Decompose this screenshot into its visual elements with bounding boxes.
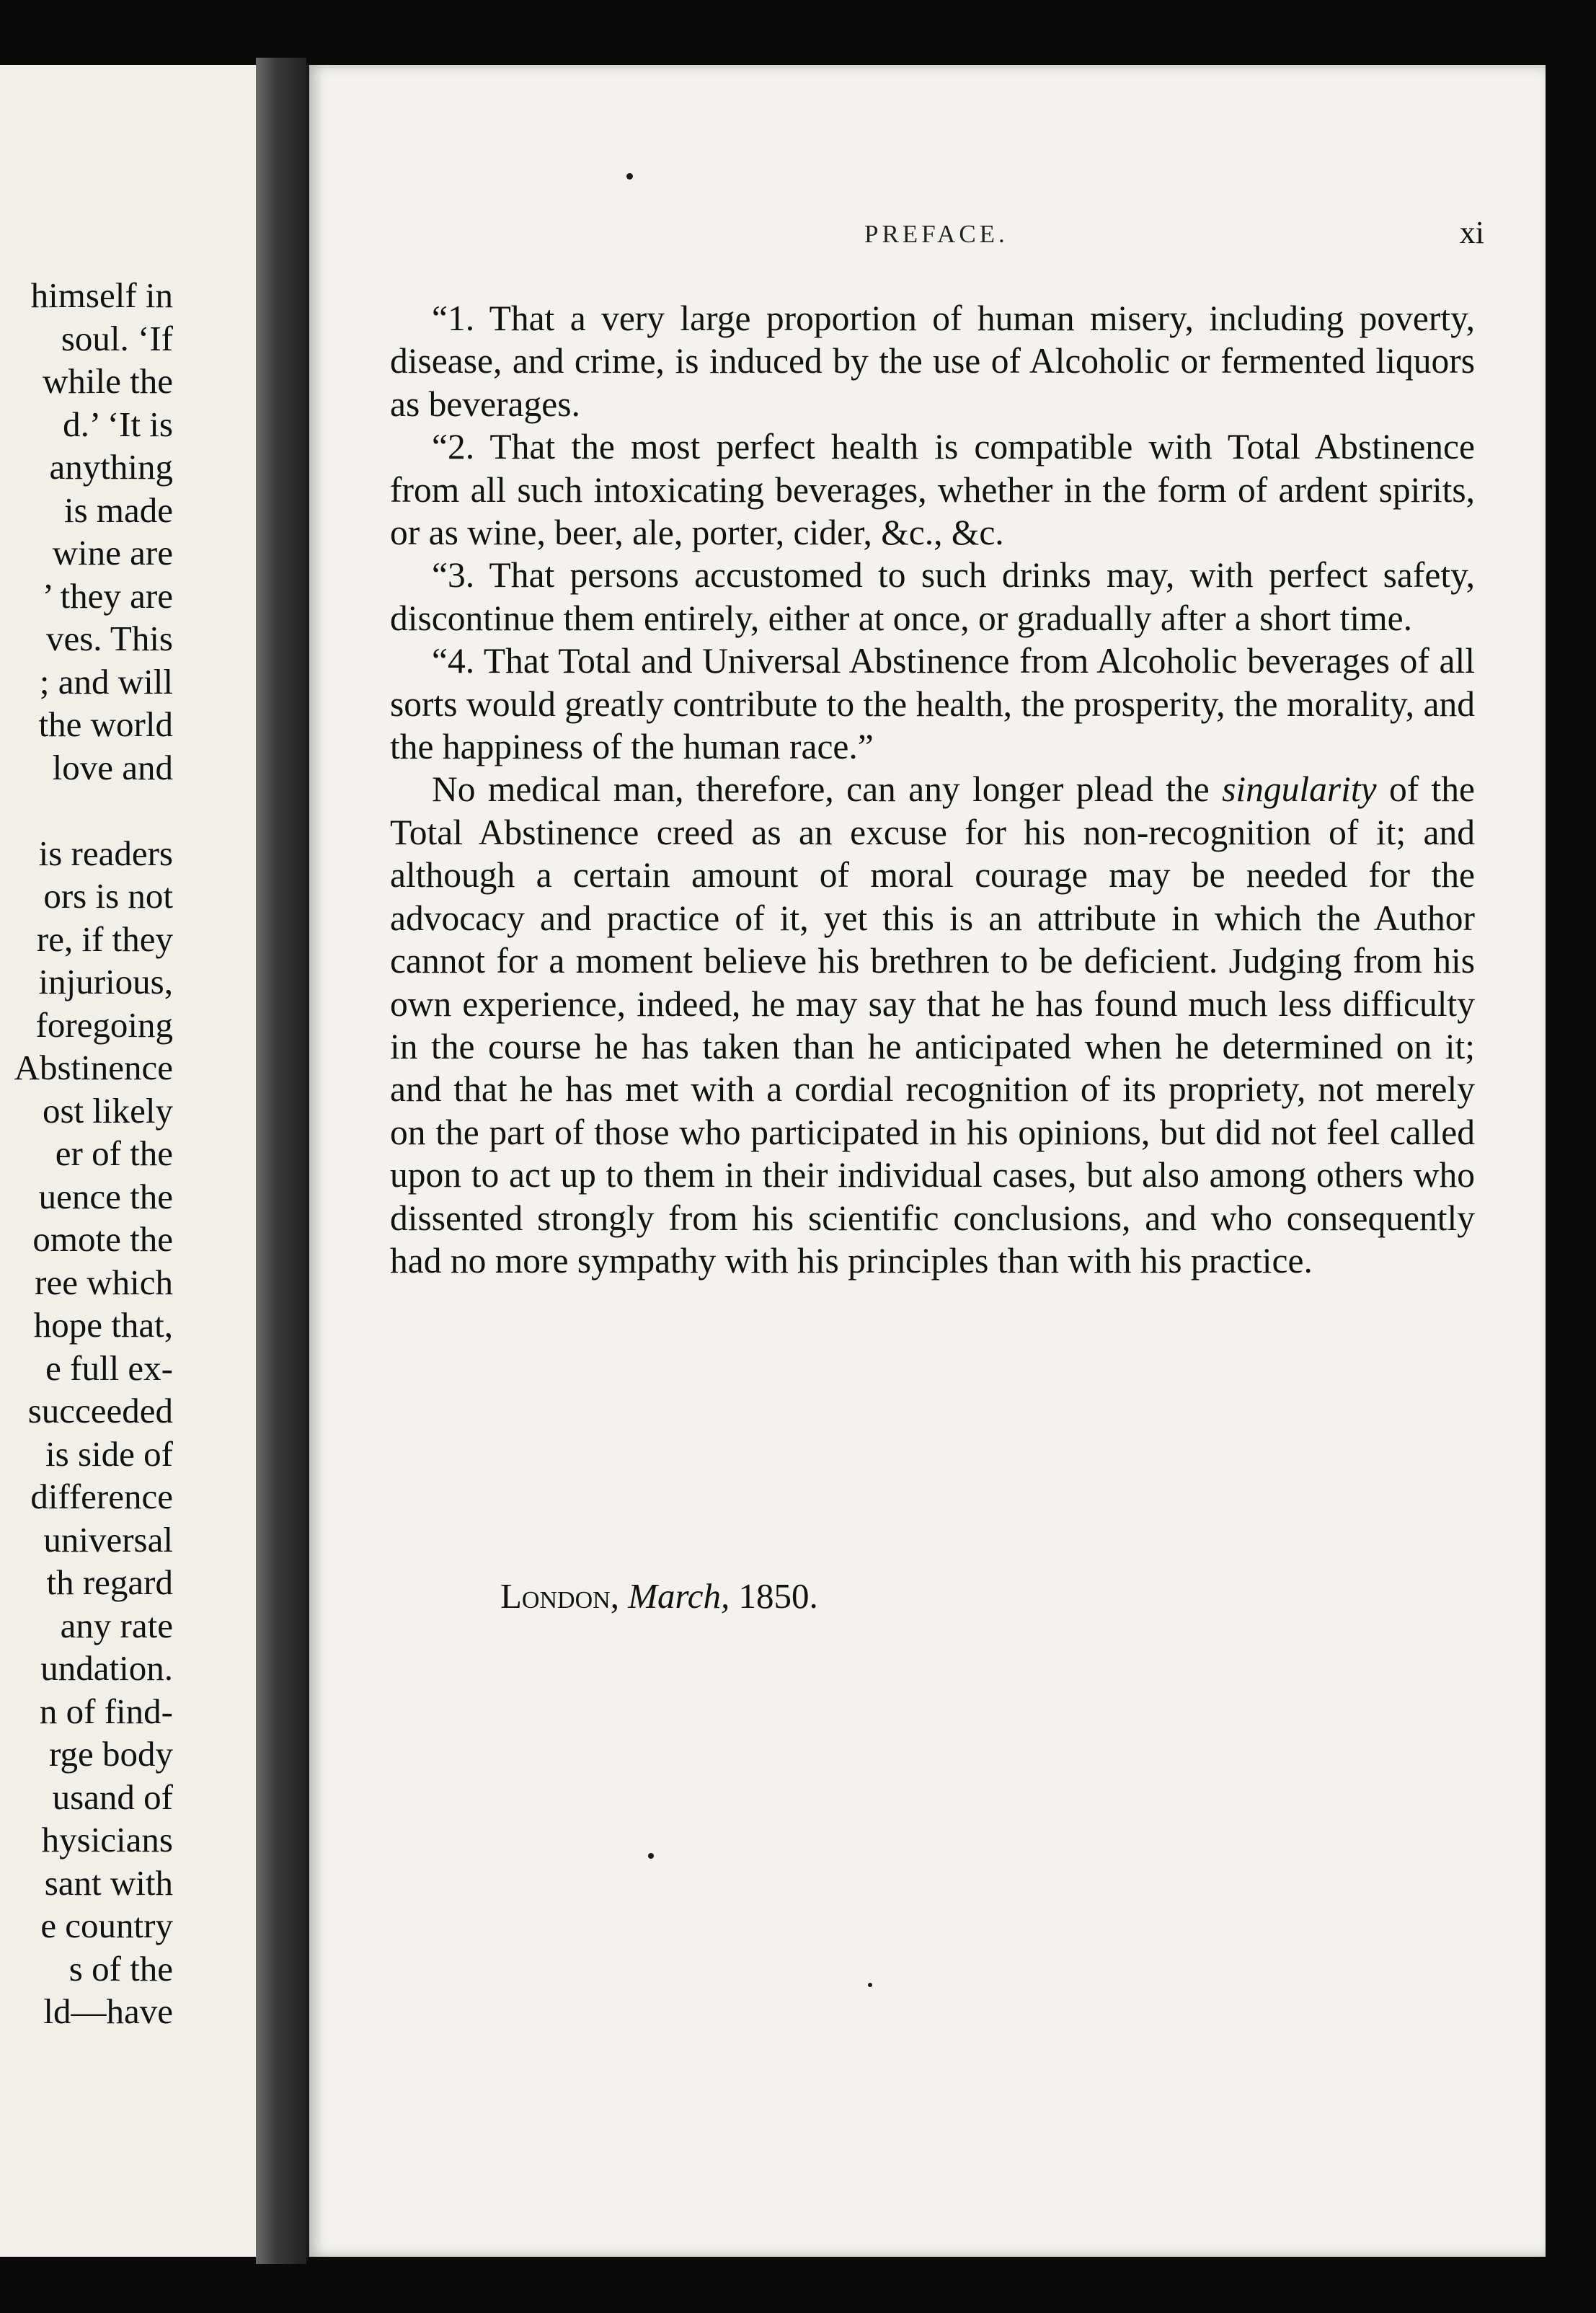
- left-page-line: ors is not: [43, 876, 173, 916]
- left-page-line: undation.: [40, 1648, 173, 1688]
- paragraph-5-italic: singularity: [1222, 769, 1377, 810]
- signoff-year: 1850.: [738, 1576, 818, 1616]
- paragraph-1: “1. That a very large proportion of human misery, including poverty, disease, and crime, is induced by the use of Alcoholic or fermented liquors as beverages.: [390, 298, 1475, 424]
- ink-speck: [648, 1853, 654, 1859]
- left-page-line: is readers: [38, 833, 173, 873]
- left-page-line: n of find-: [39, 1691, 173, 1731]
- left-page-line: sant with: [44, 1862, 173, 1903]
- paragraph-5-rest: of the Total Abstinence creed as an excuse for his non-recognition of it; and although a certain amount of moral courage may be needed for the advocacy and practice of it, yet this is an attribute in which the Author cannot for a moment believe his brethren to be deficient. Judging from his own experience, indeed, he may say that he has found much less difficulty in the course he has taken than he anticipated when he determined on it; and that he has met with a cordial recognition of its propriety, not merely on the part of those who participated in his opinions, but did not feel called upon to act up to them in their individual cases, but also among others who dissented strongly from his scientific conclusions, and who consequently had no more sympathy with his principles than with his practice.: [390, 769, 1475, 1281]
- left-page-line: [0, 789, 173, 832]
- left-page-line: anything: [49, 447, 173, 487]
- signoff-month: March,: [628, 1576, 730, 1616]
- paragraph-3: “3. That persons accustomed to such drinks may, with perfect safety, discontinue them entirely, either at once, or gradually after a short time.: [390, 555, 1475, 638]
- left-page-line: foregoing: [35, 1004, 173, 1045]
- left-page-line: ’ they are: [42, 575, 173, 616]
- left-page-line: any rate: [60, 1605, 173, 1645]
- left-page-line: injurious,: [38, 962, 173, 1001]
- left-page-line: ost likely: [42, 1090, 173, 1131]
- left-page: [0, 65, 275, 2257]
- left-page-line: re, if they: [36, 919, 173, 959]
- signoff-place: London,: [500, 1576, 619, 1616]
- left-page-line: uence the: [38, 1176, 173, 1216]
- ink-speck: [626, 173, 633, 180]
- running-title: PREFACE.: [864, 220, 1008, 248]
- left-page-line: love and: [52, 747, 173, 787]
- left-page-line: th regard: [46, 1562, 173, 1602]
- left-page-line: ; and will: [39, 661, 173, 702]
- left-page-line: soul. ‘If: [61, 318, 173, 358]
- left-page-line: rge body: [49, 1734, 173, 1774]
- main-page: [306, 65, 1546, 2257]
- left-page-line: wine are: [52, 533, 173, 572]
- left-page-line: s of the: [68, 1948, 173, 1989]
- paragraph-4: “4. That Total and Universal Abstinence from Alcoholic beverages of all sorts would greatly contribute to the health, the prosperity, the morality, and the happiness of the human race.”: [390, 641, 1475, 767]
- page-header: [309, 215, 1546, 263]
- left-page-line: himself in: [30, 275, 173, 315]
- preface-body: [390, 297, 1475, 1282]
- left-page-line: is made: [63, 490, 173, 530]
- left-page-line: er of the: [55, 1133, 173, 1173]
- left-page-line: e country: [40, 1906, 173, 1945]
- left-page-line: difference: [30, 1477, 173, 1516]
- left-page-line: is side of: [45, 1433, 173, 1474]
- left-page-line: usand of: [52, 1777, 173, 1817]
- left-page-line: ves. This: [45, 619, 173, 658]
- paragraph-5-start: No medical man, therefore, can any longer plead the: [432, 769, 1210, 810]
- left-page-line: hope that,: [33, 1305, 173, 1345]
- left-page-line: ld—have: [43, 1991, 173, 2031]
- left-page-text: [0, 274, 173, 2033]
- left-page-line: e full ex-: [45, 1348, 173, 1388]
- left-page-line: d.’ ‘It is: [63, 404, 173, 444]
- left-page-line: hysicians: [41, 1820, 173, 1859]
- paragraph-5: [390, 768, 1475, 1282]
- left-page-line: while the: [43, 361, 173, 401]
- left-page-line: succeeded: [27, 1391, 173, 1430]
- left-page-line: universal: [43, 1519, 173, 1560]
- ink-speck: [868, 1983, 872, 1987]
- left-page-line: Abstinence: [14, 1048, 173, 1087]
- left-page-line: omote the: [32, 1219, 173, 1259]
- book-gutter: [256, 58, 306, 2264]
- left-page-line: ree which: [35, 1262, 173, 1302]
- signoff: [500, 1575, 818, 1617]
- left-page-line: the world: [38, 704, 173, 744]
- paragraph-2: “2. That the most perfect health is compatible with Total Abstinence from all such intoxicating beverages, whether in the form of ardent spirits, or as wine, beer, ale, porter, cider, &c., &c.: [390, 427, 1475, 553]
- page-number: xi: [1459, 215, 1484, 250]
